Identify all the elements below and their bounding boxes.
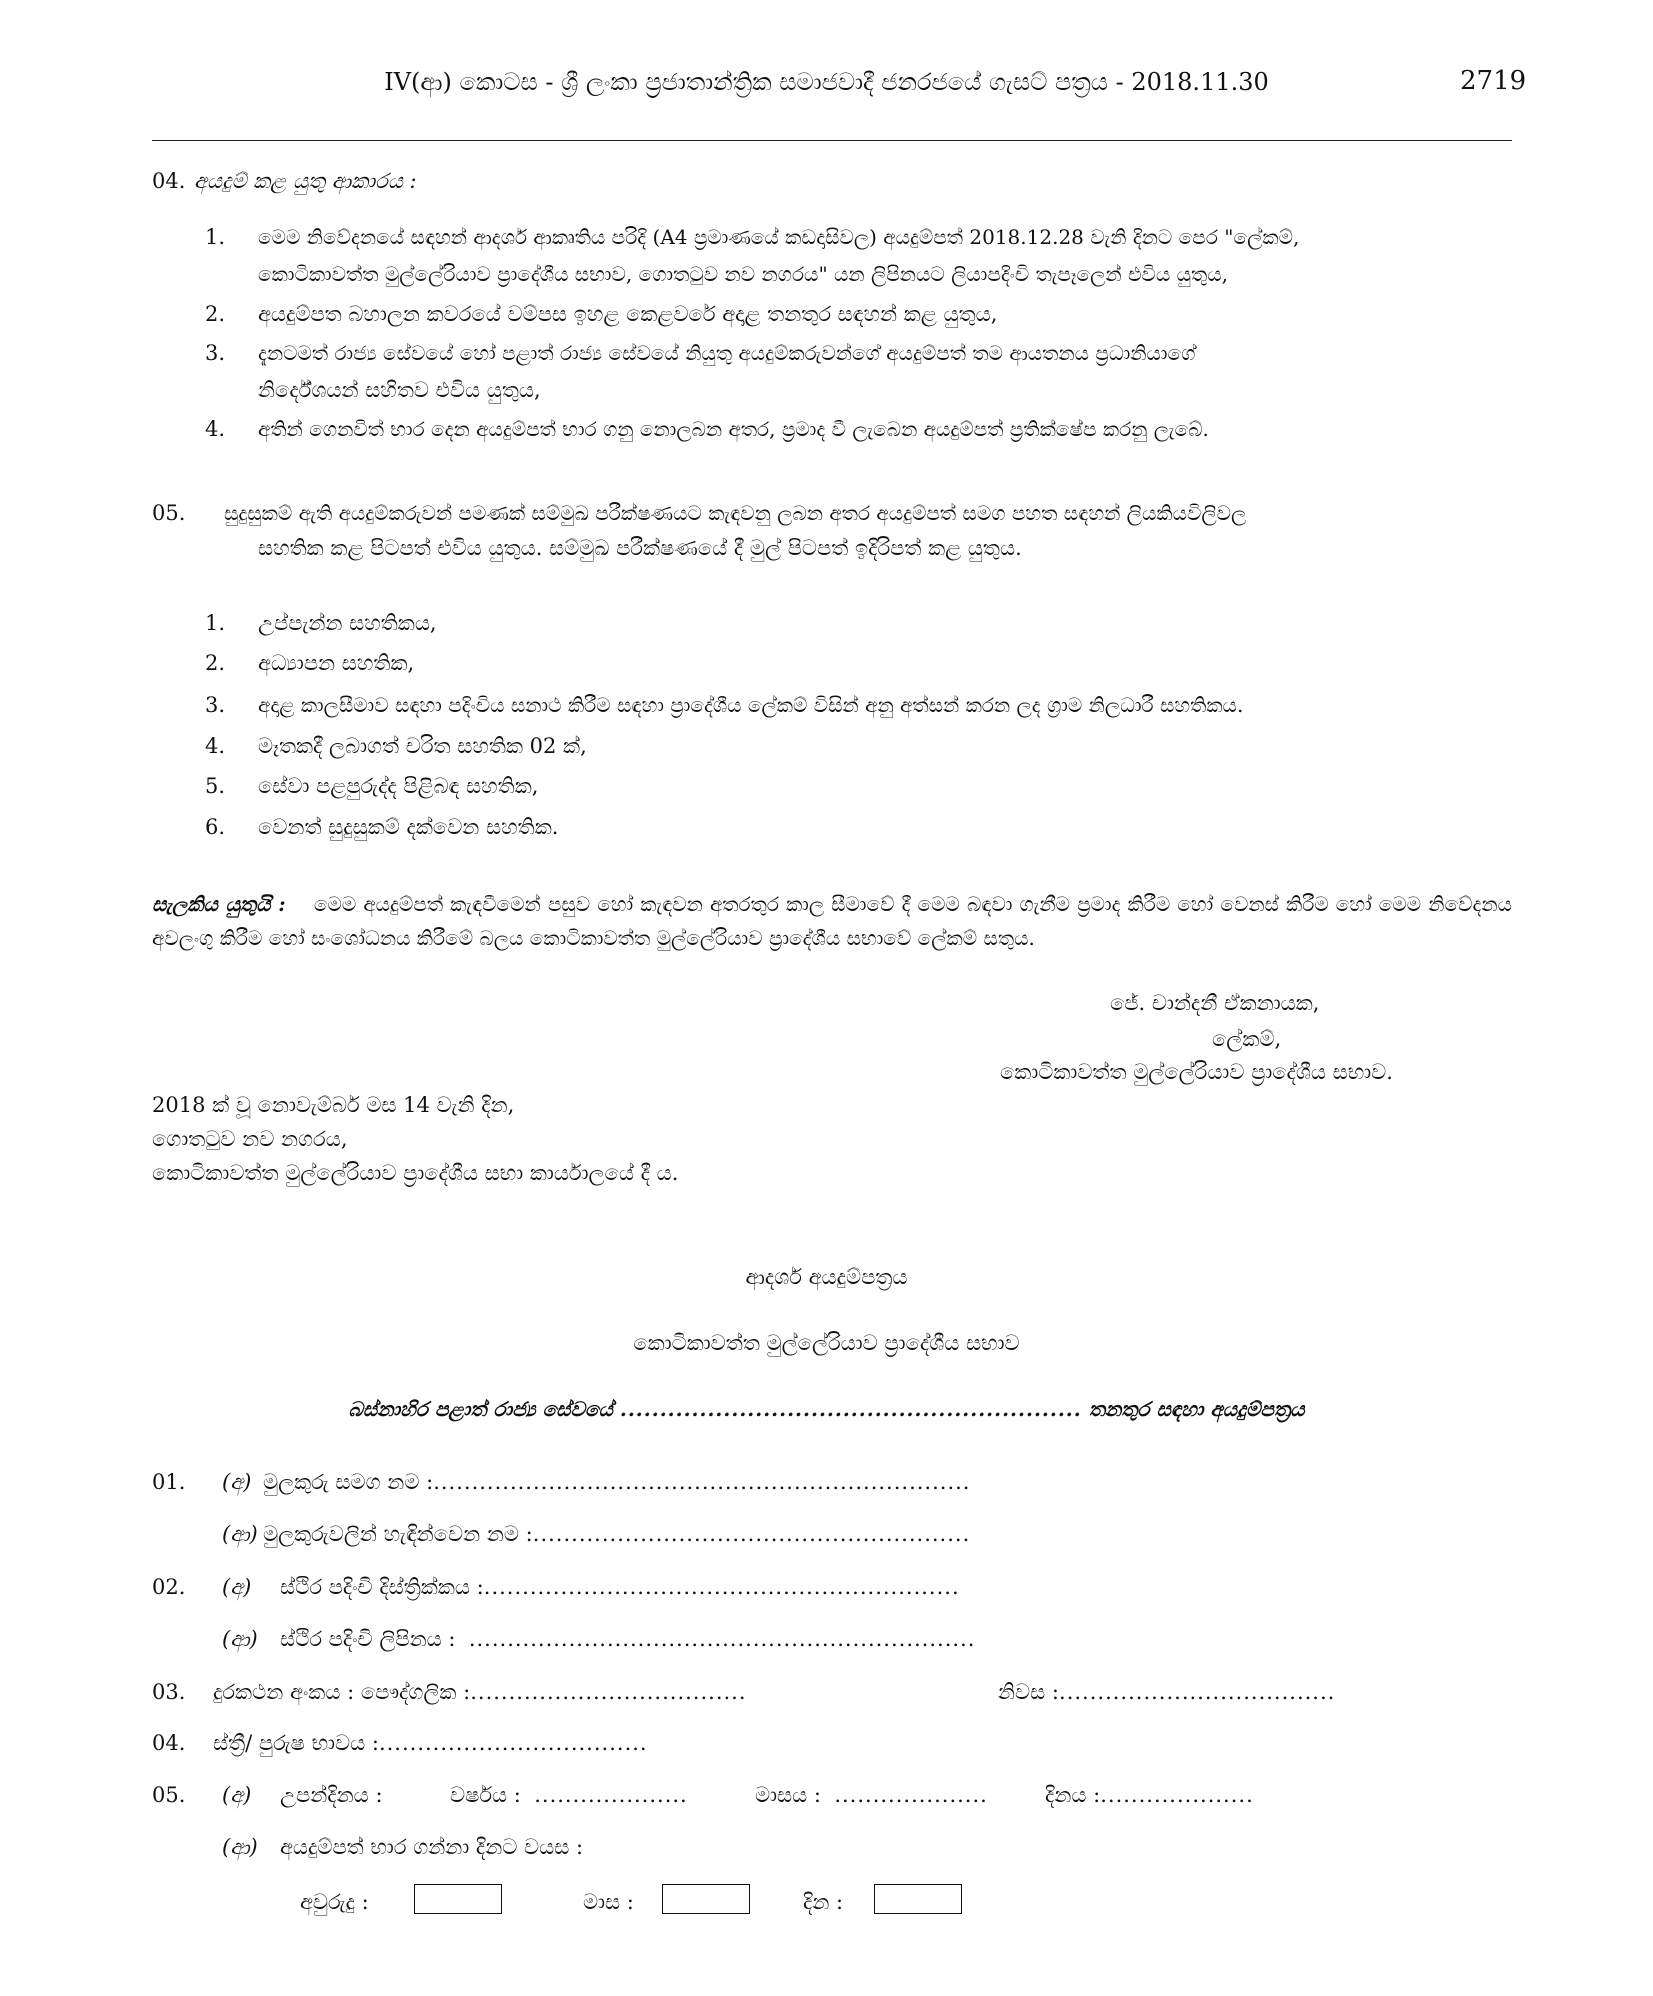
permanent-district-field <box>280 1572 960 1602</box>
birth-month-field <box>755 1780 988 1810</box>
age-years-box[interactable] <box>414 1884 502 1914</box>
section-04-item-1-line-1: මෙම නිවේදනයේ සඳහන් ආදර්ශ ආකෘතිය පරිදි (A4 ප්‍රමාණයේ කඩදාසිවල) අයදුම්පත් 2018.12.28 වැනි දිනට පෙර "ලේකම්, <box>258 225 1300 249</box>
section-05-item-4-text: මෑතකදී ලබාගත් චරිත සහතික 02 ක්, <box>258 734 587 758</box>
gender-field <box>213 1728 648 1758</box>
phone-label: දුරකථන අංකය : පෞද්ගලික : <box>213 1680 471 1704</box>
home-phone-blank[interactable]: .................................... <box>1059 1680 1336 1704</box>
issue-date-line: 2018 ක් වූ නොවැම්බර් මස 14 වැනි දින, <box>152 1093 515 1117</box>
field-02b-letter: (ආ) <box>222 1627 258 1651</box>
form-subtitle <box>0 1394 1653 1424</box>
age-at-closing-label: අයදුම්පත් භාර ගන්නා දිනට වයස : <box>280 1835 584 1859</box>
field-05-number: 05. <box>152 1783 186 1807</box>
birth-year-blank[interactable]: .................... <box>534 1783 688 1807</box>
field-02-number: 02. <box>152 1575 186 1599</box>
age-months-label: මාස : <box>583 1890 634 1914</box>
signatory-name: ජේ. චාන්දනී ඒකනායක, <box>1110 991 1320 1015</box>
name-by-initials-blank[interactable]: ......................................................... <box>532 1522 971 1546</box>
age-months-box[interactable] <box>662 1884 750 1914</box>
permanent-address-field <box>280 1624 975 1654</box>
field-02a-letter: (අ) <box>222 1575 252 1599</box>
date-of-birth-label: උපන්දිනය : <box>280 1783 383 1807</box>
gender-label: ස්ත්‍රී/ පුරුෂ භාවය : <box>213 1731 379 1755</box>
full-name-blank[interactable]: ...................................................................... <box>433 1470 971 1494</box>
page-number: 2719 <box>1460 66 1527 96</box>
birth-month-label: මාසය : <box>755 1783 821 1807</box>
home-phone-field <box>998 1677 1335 1707</box>
signatory-organization: කොටිකාවත්ත මුල්ලේරියාව ප්‍රාදේශීය සභාව. <box>1000 1060 1393 1084</box>
form-subtitle-left: බස්නාහිර පළාත් රාජ්‍ය සේවයේ <box>348 1397 613 1421</box>
field-01a-letter: (අ) <box>222 1470 252 1494</box>
section-05-line-2: සහතික කළ පිටපත් එවිය යුතුය. සම්මුඛ පරීක්ෂණයේ දී මුල් පිටපත් ඉදිරිපත් කළ යුතුය. <box>258 536 1022 560</box>
section-04-number: 04. <box>152 169 186 193</box>
birth-year-label: වර්ෂය : <box>450 1783 521 1807</box>
section-04-item-3-line-2: නිර්දේශයන් සහිතව එවිය යුතුය, <box>258 378 541 402</box>
birth-day-blank[interactable]: .................... <box>1100 1783 1254 1807</box>
permanent-district-label: ස්ථිර පදිංචි දිස්ත්‍රික්කය : <box>280 1575 484 1599</box>
permanent-address-blank[interactable]: .................................................................. <box>468 1627 976 1651</box>
field-05b-letter: (ආ) <box>222 1835 258 1859</box>
section-05-item-2-text: අධ්‍යාපන සහතික, <box>258 651 415 675</box>
home-phone-label: නිවස : <box>998 1680 1060 1704</box>
field-01-number: 01. <box>152 1470 186 1494</box>
section-05-item-4-number: 4. <box>205 734 226 758</box>
section-05-item-3-number: 3. <box>205 693 226 717</box>
gender-blank[interactable]: ................................... <box>378 1731 648 1755</box>
birth-day-field <box>1045 1780 1254 1810</box>
full-name-field <box>263 1467 970 1497</box>
section-05-item-5-text: සේවා පළපුරුද්ද පිළිබඳ සහතික, <box>258 774 539 798</box>
field-05a-letter: (අ) <box>222 1783 252 1807</box>
birth-day-label: දිනය : <box>1045 1783 1101 1807</box>
form-organization: කොටිකාවත්ත මුල්ලේරියාව ප්‍රාදේශීය සභාව <box>633 1331 1020 1355</box>
note-label: සැලකිය යුතුයි : <box>152 892 286 916</box>
section-05-number: 05. <box>152 501 186 525</box>
section-04-item-2-number: 2. <box>205 302 226 326</box>
section-04-heading: අයදුම් කළ යුතු ආකාරය : <box>194 169 417 193</box>
note-paragraph <box>152 887 1512 955</box>
section-05-line-1: සුදුසුකම් ඇති අයදුම්කරුවන් පමණක් සම්මුඛ පරීක්ෂණයට කැඳවනු ලබන අතර අයදුම්පත් සමග පහත සඳහන් ලියකියවිලිවල <box>224 501 1247 525</box>
gazette-header-title: IV(ආ) කොටස - ශ්‍රී ලංකා ප්‍රජාතාන්ත්‍රික සමාජවාදී ජනරජයේ ගැසට් පත්‍රය - 2018.11.30 <box>384 68 1269 96</box>
age-years-label: අවුරුදු : <box>300 1890 369 1914</box>
age-days-box[interactable] <box>874 1884 962 1914</box>
birth-month-blank[interactable]: .................... <box>834 1783 988 1807</box>
age-days-label: දින : <box>803 1890 844 1914</box>
section-05-item-1-number: 1. <box>205 611 226 635</box>
section-05-item-5-number: 5. <box>205 774 226 798</box>
issue-office-line: කොටිකාවත්ත මුල්ලේරියාව ප්‍රාදේශීය සභා කාර්යාලයේ දී ය. <box>152 1161 679 1185</box>
name-by-initials-label: මුලකුරුවලින් හැඳින්වෙන නම : <box>263 1522 533 1546</box>
section-05-item-3-text: අදාළ කාලසීමාව සඳහා පදිංචිය සනාථ කිරීම සඳහා ප්‍රාදේශීය ලේකම් විසින් අනු අත්සන් කරන ලද ග්‍රාම නිලධාරී සහතිකය. <box>258 693 1244 717</box>
form-subtitle-right: තනතුර සඳහා අයදුම්පත්‍රය <box>1088 1397 1305 1421</box>
field-01b-letter: (ආ) <box>222 1522 258 1546</box>
section-05-item-2-number: 2. <box>205 651 226 675</box>
field-03-number: 03. <box>152 1680 186 1704</box>
form-title: ආදර්ශ අයදුම්පත්‍රය <box>745 1265 908 1289</box>
section-05-item-6-number: 6. <box>205 815 226 839</box>
signatory-title: ලේකම්, <box>1212 1027 1282 1051</box>
section-04-item-1-line-2: කොටිකාවත්ත මුල්ලේරියාව ප්‍රාදේශීය සභාව, ගොතටුව නව නගරය" යන ලිපිනයට ලියාපදිංචි තැපෑලෙන් එවිය යුතුය, <box>258 262 1229 286</box>
section-04-item-4-text: අතින් ගෙනවිත් භාර දෙන අයදුම්පත් භාර ගනු නොලබන අතර, ප්‍රමාද වී ලැබෙන අයදුම්පත් ප්‍රතික්ෂේප කරනු ලැබේ. <box>258 417 1209 441</box>
full-name-label: මුලකුරු සමග නම : <box>263 1470 434 1494</box>
header-divider <box>152 140 1512 141</box>
birth-year-field <box>450 1780 688 1810</box>
section-04-item-2-text: අයදුම්පත බහාලන කවරයේ වම්පස ඉහළ කෙළවරේ අදාළ තනතුර සඳහන් කළ යුතුය, <box>258 302 998 326</box>
section-04-item-3-number: 3. <box>205 341 226 365</box>
issue-place-line: ගොතටුව නව නගරය, <box>152 1127 348 1151</box>
note-text: මෙම අයදුම්පත් කැඳවීමෙන් පසුව හෝ කැඳවන අතරතුර කාල සීමාවේ දී මෙම බඳවා ගැනීම ප්‍රමාද කිරීම හෝ වෙනස් කිරීම හෝ මෙම නිවේදනය අවලංගු කිරීම හෝ සංශෝධනය කිරීමේ බලය කොටිකාවත්ත මුල්ලේරියාව ප්‍රාදේශීය සභාවේ ලේකම් සතුය. <box>152 892 1512 950</box>
section-04-item-4-number: 4. <box>205 417 226 441</box>
permanent-district-blank[interactable]: .............................................................. <box>483 1575 960 1599</box>
section-05-item-1-text: උප්පැන්න සහතිකය, <box>258 611 437 635</box>
section-04-item-3-line-1: දැනටමත් රාජ්‍ය සේවයේ හෝ පළාත් රාජ්‍ය සේවයේ නියුතු අයදුම්කරුවන්ගේ අයදුම්පත් තම ආයතනය ප්‍රධානියාගේ <box>258 341 1196 365</box>
personal-phone-field <box>213 1677 747 1707</box>
post-name-blank: .......................................................... <box>619 1397 1082 1421</box>
permanent-address-label: ස්ථිර පදිංචි ලිපිනය : <box>280 1627 456 1651</box>
personal-phone-blank[interactable]: .................................... <box>470 1680 747 1704</box>
name-by-initials-field <box>263 1519 970 1549</box>
section-05-item-6-text: වෙනත් සුදුසුකම් දක්වෙන සහතික. <box>258 815 559 839</box>
section-04-item-1-number: 1. <box>205 225 226 249</box>
field-04-number: 04. <box>152 1731 186 1755</box>
